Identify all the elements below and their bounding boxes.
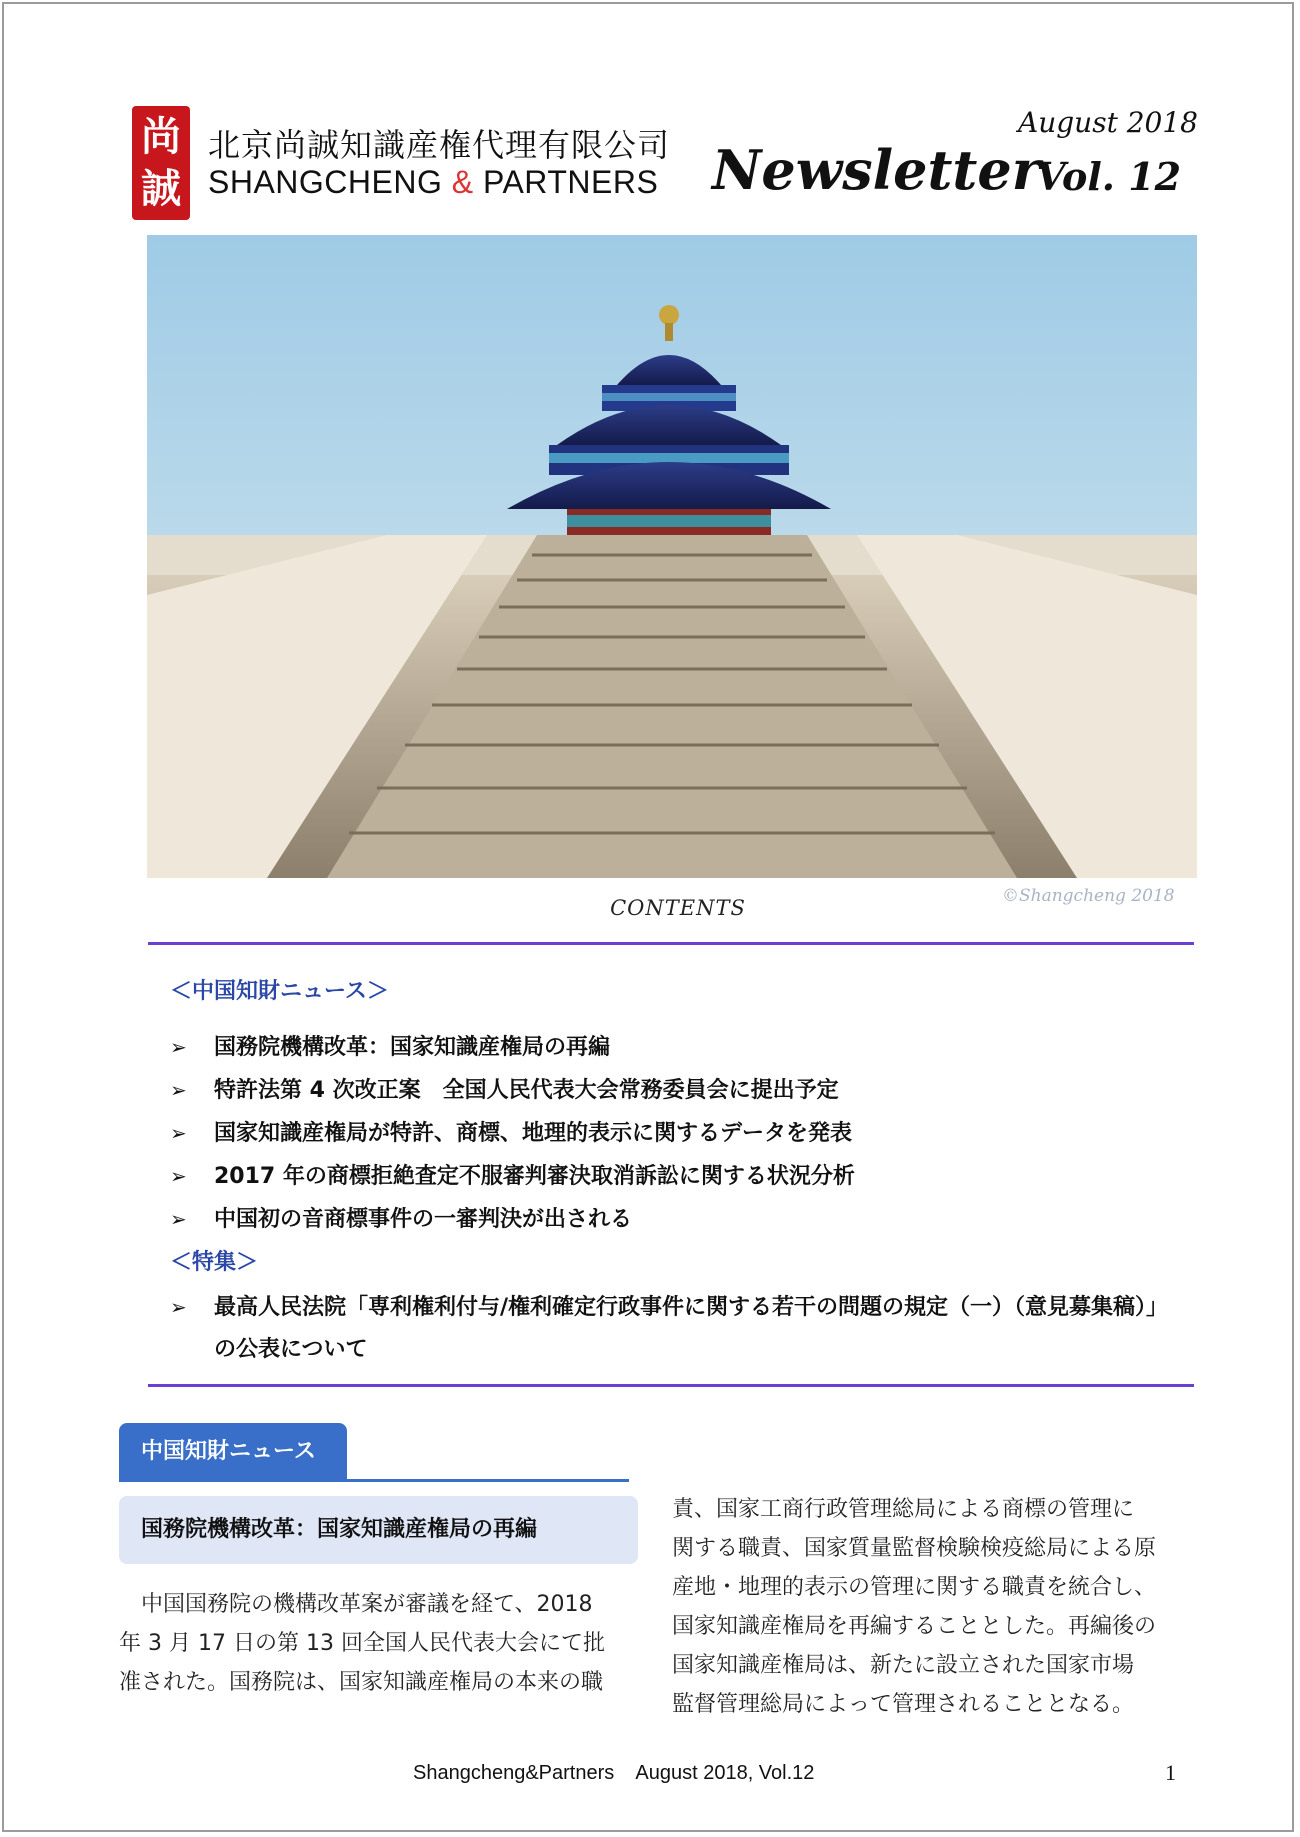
temple-of-heaven-illustration bbox=[147, 235, 1197, 878]
toc-feature-item[interactable] bbox=[170, 1290, 1168, 1321]
body-line: 関する職責、国家質量監督検験検疫総局による原 bbox=[672, 1536, 1157, 1561]
page-number: 1 bbox=[1165, 1760, 1176, 1785]
toc-item-2[interactable] bbox=[170, 1073, 839, 1104]
bullet-arrow-icon: ➢ bbox=[170, 1035, 187, 1059]
toc-item-3-label: 国家知識産権局が特許、商標、地理的表示に関するデータを発表 bbox=[214, 1121, 853, 1146]
bullet-arrow-icon: ➢ bbox=[170, 1078, 187, 1102]
article-title: 国務院機構改革：国家知識産権局の再編 bbox=[119, 1496, 638, 1564]
toc-item-5-label: 中国初の音商標事件の一審判決が出される bbox=[214, 1207, 633, 1232]
body-line: 国家知識産権局は、新たに設立された国家市場 bbox=[672, 1653, 1135, 1678]
toc-feature-item-label: 最高人民法院「専利権利付与/権利確定行政事件に関する若干の問題の規定（一）（意見募集稿）」 bbox=[214, 1295, 1169, 1320]
section-underline bbox=[119, 1479, 629, 1482]
body-line: 責、国家工商行政管理総局による商標の管理に bbox=[672, 1497, 1135, 1522]
toc-item-4[interactable] bbox=[170, 1159, 855, 1190]
article-body-left bbox=[119, 1585, 639, 1702]
toc-item-4-label: 2017 年の商標拒絶査定不服審判審決取消訴訟に関する状況分析 bbox=[214, 1164, 855, 1189]
cover-photo bbox=[147, 235, 1197, 878]
section-tab: 中国知財ニュース bbox=[119, 1423, 347, 1481]
bullet-arrow-icon: ➢ bbox=[170, 1295, 187, 1319]
issue-volume: Vol. 12 bbox=[1036, 154, 1182, 199]
toc-item-1[interactable] bbox=[170, 1030, 610, 1061]
toc-item-5[interactable] bbox=[170, 1202, 632, 1233]
bullet-arrow-icon: ➢ bbox=[170, 1164, 187, 1188]
body-line: 准された。国務院は、国家知識産権局の本来の職 bbox=[119, 1670, 604, 1695]
company-name-en-part2: PARTNERS bbox=[473, 164, 659, 200]
company-seal-logo bbox=[132, 106, 190, 220]
body-line: 国家知識産権局を再編することとした。再編後の bbox=[672, 1614, 1157, 1639]
bullet-arrow-icon: ➢ bbox=[170, 1207, 187, 1231]
photo-credit: ©Shangcheng 2018 bbox=[1002, 886, 1175, 906]
bullet-arrow-icon: ➢ bbox=[170, 1121, 187, 1145]
company-name-english bbox=[208, 164, 658, 201]
toc-item-1-label: 国務院機構改革：国家知識産権局の再編 bbox=[214, 1035, 611, 1060]
seal-char-2: 誠 bbox=[141, 165, 181, 212]
toc-feature-heading: ＜特集＞ bbox=[170, 1250, 259, 1275]
company-name-chinese: 北京尚誠知識産権代理有限公司 bbox=[208, 126, 671, 164]
body-line: 産地・地理的表示の管理に関する職責を統合し、 bbox=[672, 1575, 1157, 1600]
company-name-en-amp: & bbox=[451, 164, 474, 200]
toc-item-2-label: 特許法第 4 次改正案 全国人民代表大会常務委員会に提出予定 bbox=[214, 1078, 839, 1103]
footer-text: Shangcheng&Partners August 2018, Vol.12 bbox=[413, 1762, 815, 1784]
contents-title: CONTENTS bbox=[610, 896, 746, 920]
contents-top-rule bbox=[148, 942, 1194, 945]
newsletter-title: Newsletter bbox=[712, 138, 1041, 202]
body-line: 監督管理総局によって管理されることとなる。 bbox=[672, 1692, 1135, 1717]
seal-char-1: 尚 bbox=[141, 113, 181, 160]
article-body-right bbox=[672, 1490, 1192, 1724]
toc-news-heading: ＜中国知財ニュース＞ bbox=[170, 979, 389, 1004]
contents-bottom-rule bbox=[148, 1384, 1194, 1387]
body-line: 中国国務院の機構改革案が審議を経て、2018 bbox=[119, 1592, 593, 1617]
toc-feature-item-continued[interactable]: の公表について bbox=[214, 1337, 368, 1362]
issue-date: August 2018 bbox=[1018, 106, 1198, 139]
company-name-en-part1: SHANGCHENG bbox=[208, 164, 452, 200]
body-line: 年 3 月 17 日の第 13 回全国人民代表大会にて批 bbox=[119, 1631, 605, 1656]
toc-item-3[interactable] bbox=[170, 1116, 852, 1147]
